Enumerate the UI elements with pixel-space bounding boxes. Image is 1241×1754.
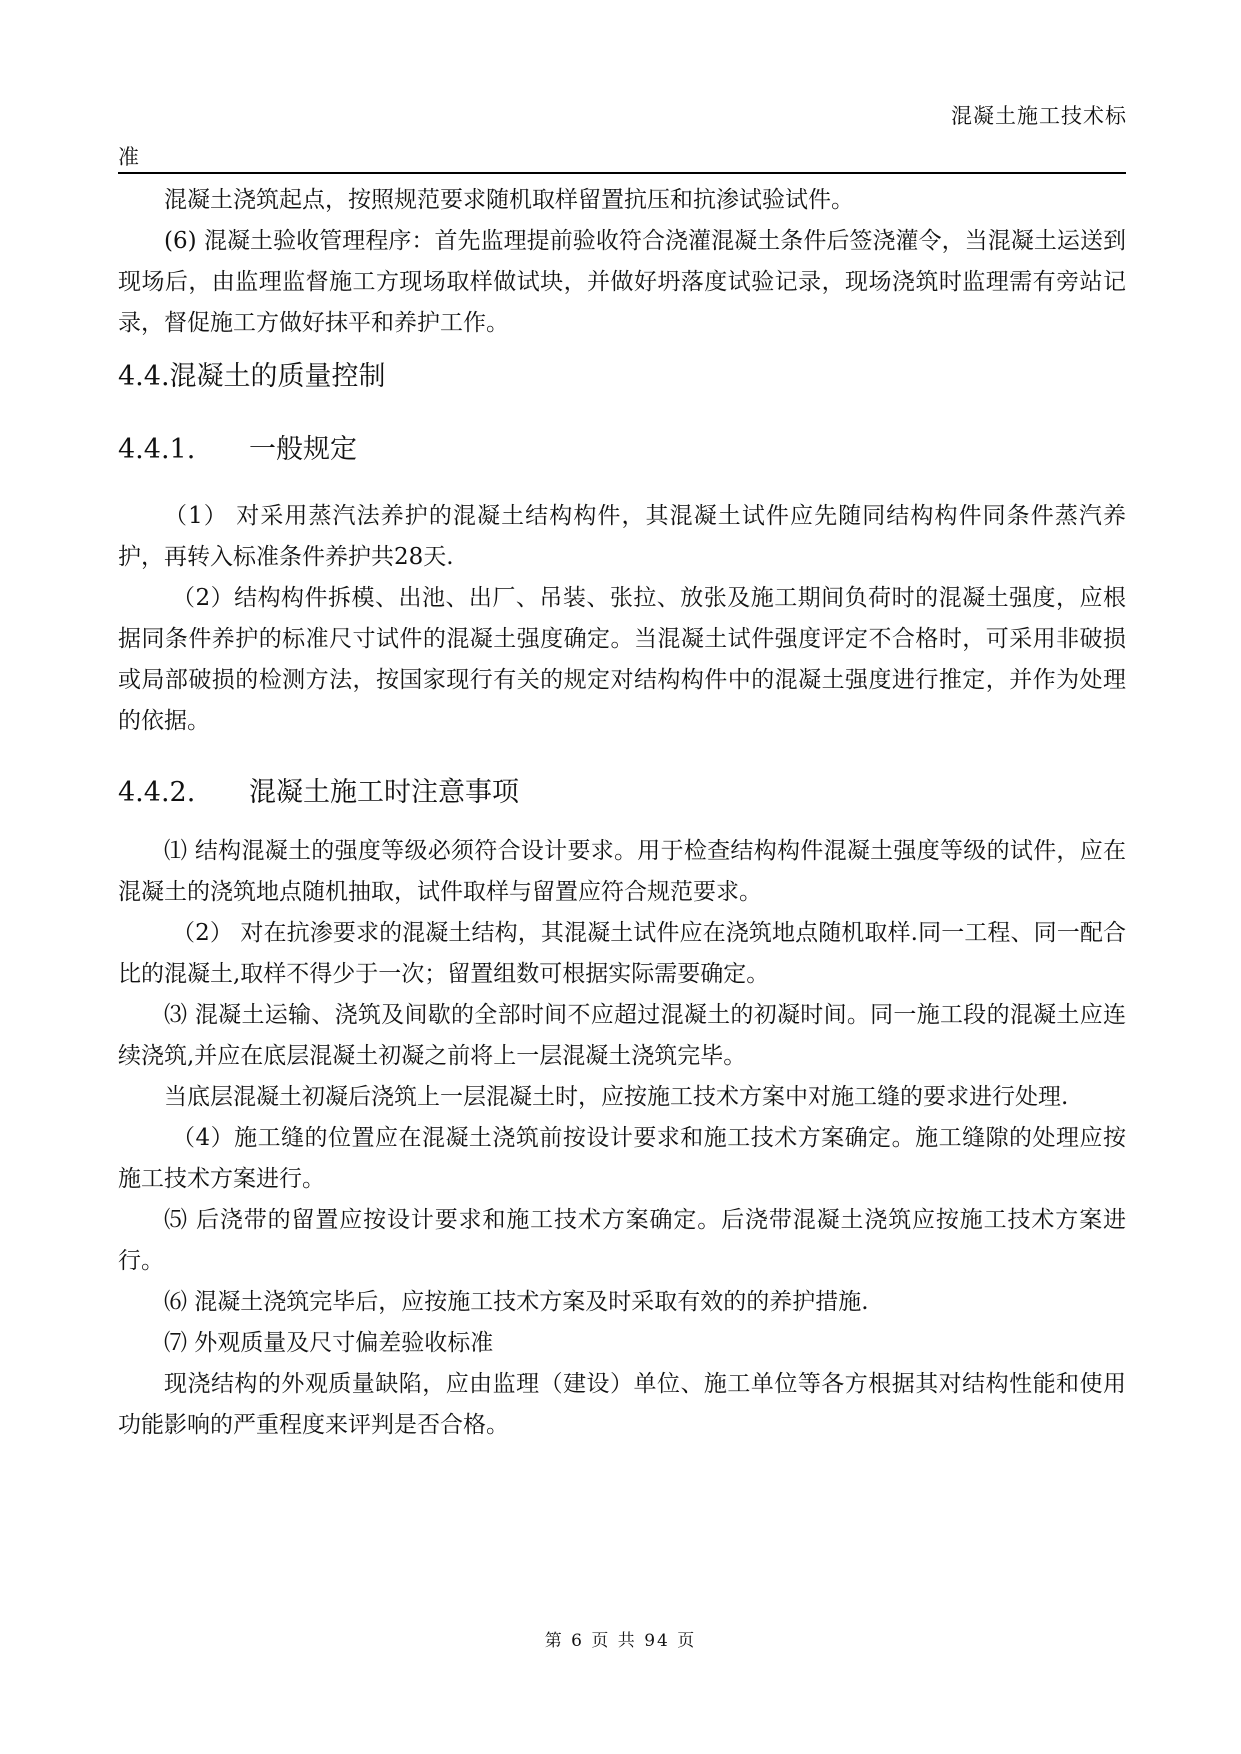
- running-header-title-wrap: 准: [118, 145, 139, 169]
- paragraph: (6) 混凝土验收管理程序：首先监理提前验收符合浇灌混凝土条件后签浇灌令，当混凝土运送到现场后，由监理监督施工方现场取样做试块，并做好坍落度试验记录，现场浇筑时监理需有旁站记录，督促施工方做好抹平和养护工作。: [118, 228, 1126, 336]
- paragraph: ⑹ 混凝土浇筑完毕后，应按施工技术方案及时采取有效的的养护措施.: [164, 1289, 869, 1315]
- subsection-number: 4.4.2.: [118, 777, 196, 808]
- paragraph: （1） 对采用蒸汽法养护的混凝土结构构件，其混凝土试件应先随同结构构件同条件蒸汽养护，再转入标准条件养护共28天.: [118, 503, 1126, 570]
- document-body: [118, 180, 1126, 1446]
- paragraph: ⑴ 结构混凝土的强度等级必须符合设计要求。用于检查结构构件混凝土强度等级的试件，应在混凝土的浇筑地点随机抽取，试件取样与留置应符合规范要求。: [118, 838, 1126, 905]
- paragraph: ⑺ 外观质量及尺寸偏差验收标准: [164, 1330, 494, 1356]
- subsection-heading: [118, 429, 1126, 470]
- paragraph: （4）施工缝的位置应在混凝土浇筑前按设计要求和施工技术方案确定。施工缝隙的处理应按施工技术方案进行。: [118, 1125, 1126, 1192]
- page-number-footer: 第 6 页 共 94 页: [544, 1631, 697, 1651]
- subsection-number: 4.4.1.: [118, 434, 196, 465]
- header-divider: [118, 172, 1126, 174]
- paragraph: （2）结构构件拆模、出池、出厂、吊装、张拉、放张及施工期间负荷时的混凝土强度，应根据同条件养护的标准尺寸试件的混凝土强度确定。当混凝土试件强度评定不合格时，可采用非破损或局部破损的检测方法，按国家现行有关的规定对结构构件中的混凝土强度进行推定，并作为处理的依据。: [118, 585, 1126, 734]
- paragraph: （2） 对在抗渗要求的混凝土结构，其混凝土试件应在浇筑地点随机取样.同一工程、同一配合比的混凝土,取样不得少于一次；留置组数可根据实际需要确定。: [118, 920, 1126, 987]
- paragraph: 当底层混凝土初凝后浇筑上一层混凝土时，应按施工技术方案中对施工缝的要求进行处理.: [164, 1084, 1069, 1110]
- paragraph: ⑸ 后浇带的留置应按设计要求和施工技术方案确定。后浇带混凝土浇筑应按施工技术方案进行。: [118, 1207, 1126, 1274]
- running-header-title: 混凝土施工技术标: [951, 104, 1127, 128]
- paragraph: 现浇结构的外观质量缺陷，应由监理（建设）单位、施工单位等各方根据其对结构性能和使用功能影响的严重程度来评判是否合格。: [118, 1371, 1126, 1438]
- subsection-heading: [118, 772, 1126, 813]
- paragraph: 混凝土浇筑起点，按照规范要求随机取样留置抗压和抗渗试验试件。: [164, 187, 854, 213]
- section-heading: 4.4.混凝土的质量控制: [118, 361, 386, 392]
- paragraph: ⑶ 混凝土运输、浇筑及间歇的全部时间不应超过混凝土的初凝时间。同一施工段的混凝土应连续浇筑,并应在底层混凝土初凝之前将上一层混凝土浇筑完毕。: [118, 1002, 1126, 1069]
- subsection-title: 混凝土施工时注意事项: [249, 777, 519, 808]
- subsection-title: 一般规定: [249, 434, 357, 465]
